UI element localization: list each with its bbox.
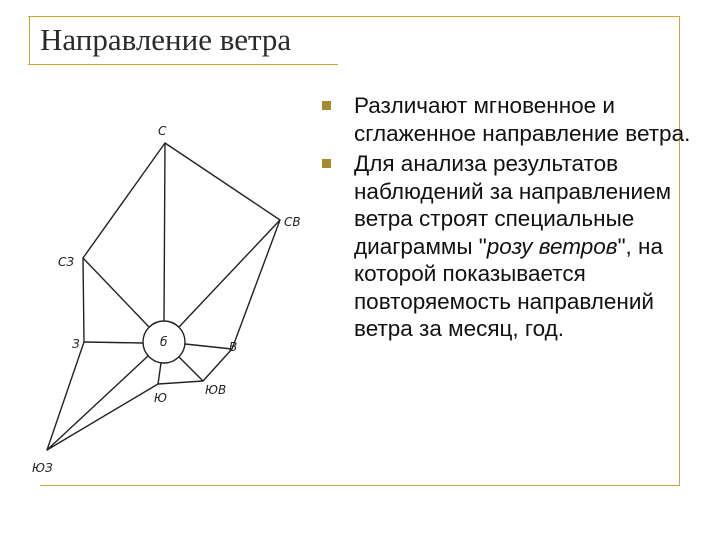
title-rule — [28, 64, 338, 65]
bullet-list — [322, 92, 702, 343]
label-n: С — [158, 124, 167, 138]
bullet-text-italic: розу ветров — [486, 233, 618, 259]
bullet-text: Различают мгновенное и сглаженное направление ветра. — [354, 93, 691, 146]
label-nw: СЗ — [58, 255, 75, 269]
label-center: б — [160, 335, 168, 349]
wind-rose-diagram — [20, 105, 320, 485]
label-e: В — [229, 340, 238, 354]
label-w: З — [72, 337, 80, 351]
bottom-rule — [40, 485, 680, 486]
label-s: Ю — [154, 391, 167, 405]
left-rule — [29, 16, 30, 64]
label-ne: СВ — [284, 215, 301, 229]
bullet-item — [322, 150, 702, 343]
label-se: ЮВ — [205, 383, 227, 397]
bullet-item — [322, 92, 702, 147]
bullet-square-icon — [322, 101, 331, 110]
bullet-text-before: Для анализа результатов наблюдений за направлением ветра строят специальные диаграммы " — [354, 151, 672, 259]
slide-title: Направление ветра — [40, 22, 292, 57]
label-sw: ЮЗ — [32, 461, 53, 475]
bullet-text-after: ", на которой показывается повторяемость направлений ветра за месяц, год. — [354, 233, 663, 341]
bullet-square-icon — [322, 159, 331, 168]
top-rule — [28, 16, 680, 17]
